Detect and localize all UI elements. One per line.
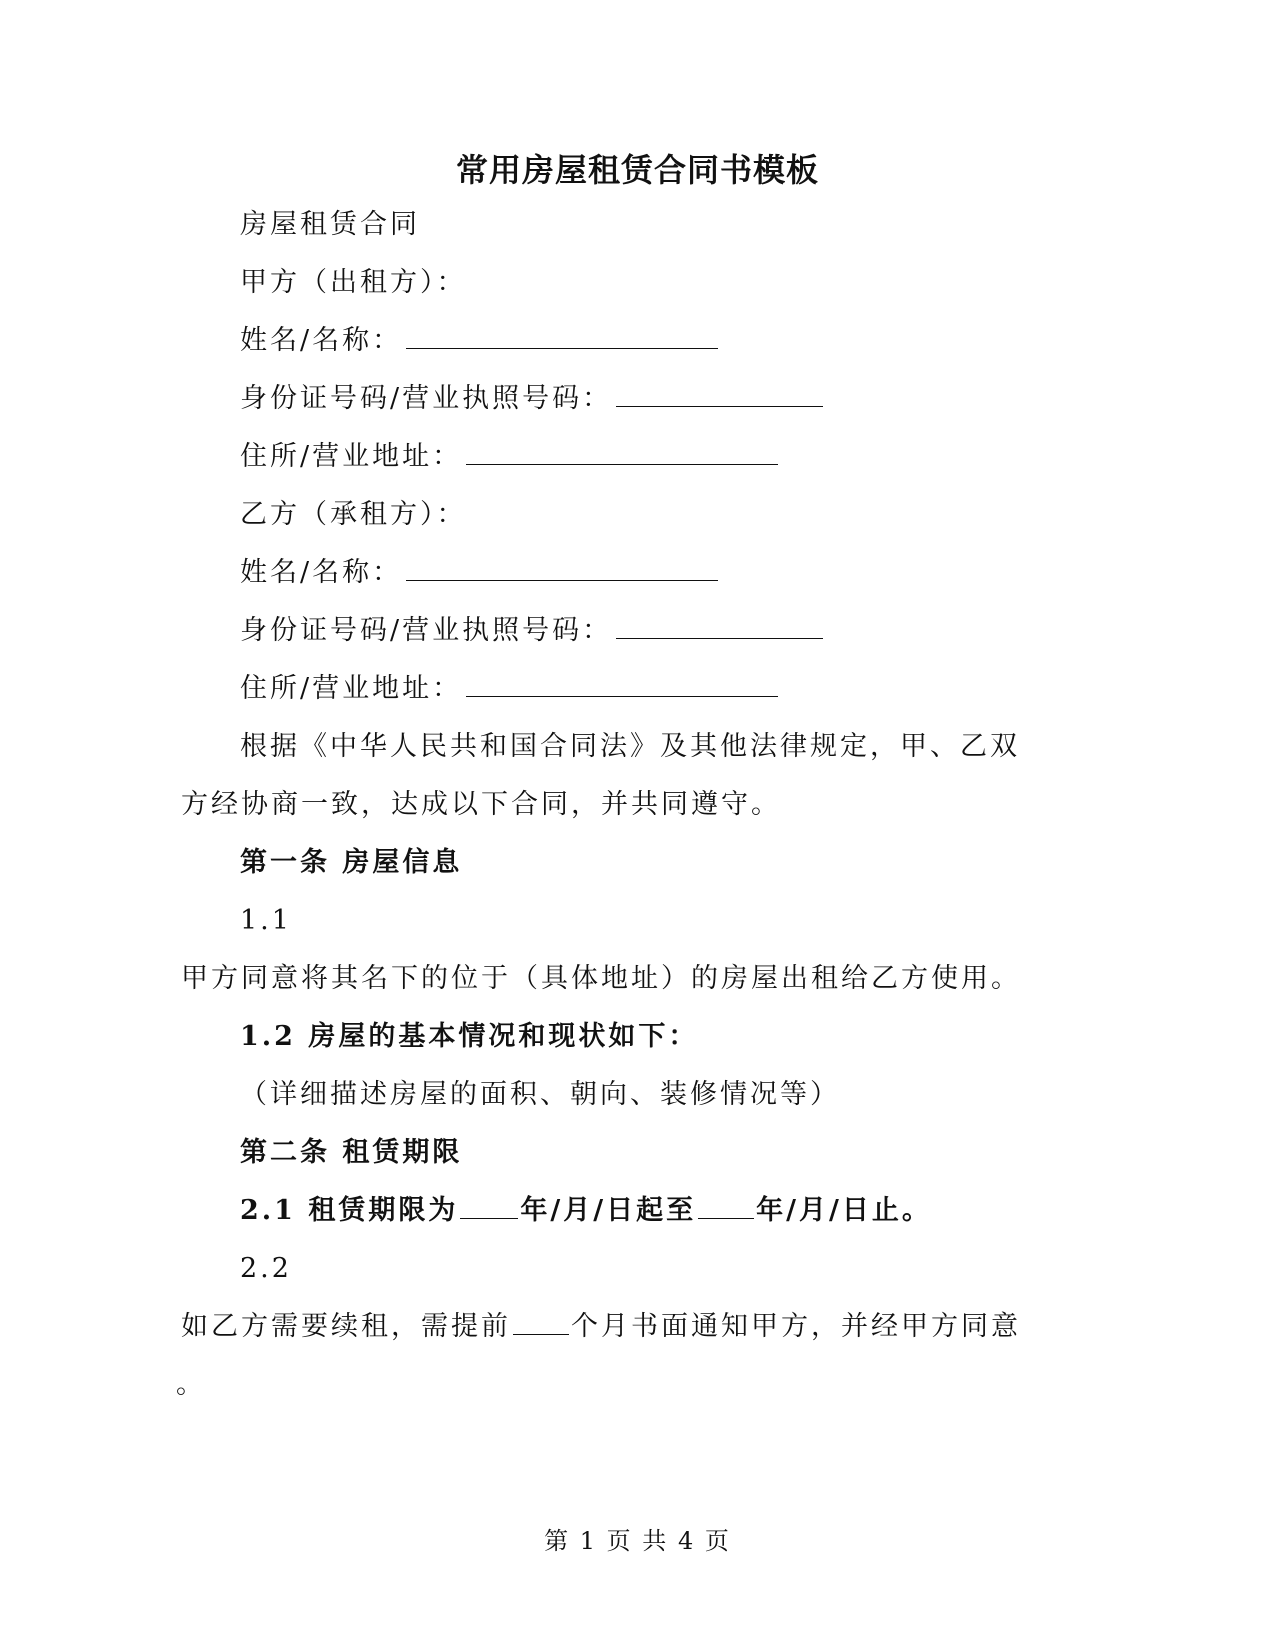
party-a-id-row — [240, 379, 823, 419]
page-footer: 第 1 页 共 4 页 — [544, 1527, 731, 1555]
clause-2-1-mid: 年/月/日起至 — [520, 1195, 697, 1226]
party-b-id-label: 身份证号码/营业执照号码： — [240, 615, 613, 646]
party-a-name-blank[interactable] — [406, 324, 718, 349]
party-b-name-blank[interactable] — [406, 556, 718, 581]
document-title: 常用房屋租赁合同书模板 — [455, 151, 819, 189]
clause-2-2-prefix: 如乙方需要续租，需提前 — [181, 1311, 511, 1342]
party-a-name-label: 姓名/名称： — [240, 325, 403, 356]
contract-subtitle: 房屋租赁合同 — [240, 209, 420, 240]
clause-2-1-prefix: 2.1 租赁期限为 — [240, 1195, 459, 1226]
clause-2-2-number: 2.2 — [240, 1253, 292, 1284]
party-a-address-label: 住所/营业地址： — [240, 441, 463, 472]
clause-1-1-text: 甲方同意将其名下的位于（具体地址）的房屋出租给乙方使用。 — [181, 963, 1021, 994]
lease-start-blank[interactable] — [460, 1194, 518, 1219]
clause-2-2-row — [181, 1307, 1021, 1347]
clause-2-2-end: 。 — [176, 1369, 206, 1400]
clause-1-2-text: 1.2 房屋的基本情况和现状如下： — [240, 1021, 699, 1052]
party-b-heading: 乙方（承租方）： — [240, 499, 467, 530]
party-a-id-label: 身份证号码/营业执照号码： — [240, 383, 613, 414]
party-a-id-blank[interactable] — [616, 382, 823, 407]
clause-1-1-number: 1.1 — [240, 905, 292, 936]
party-b-address-blank[interactable] — [466, 672, 778, 697]
lease-end-blank[interactable] — [698, 1194, 754, 1219]
party-b-name-row — [240, 553, 718, 593]
clause-2-1-row — [240, 1191, 932, 1231]
party-b-id-blank[interactable] — [616, 614, 823, 639]
party-a-name-row — [240, 321, 718, 361]
party-b-address-label: 住所/营业地址： — [240, 673, 463, 704]
clause-2-2-suffix: 个月书面通知甲方，并经甲方同意 — [571, 1311, 1021, 1342]
article-2-heading: 第二条 租赁期限 — [240, 1137, 463, 1168]
party-b-id-row — [240, 611, 823, 651]
preamble-line-1: 根据《中华人民共和国合同法》及其他法律规定，甲、乙双 — [240, 731, 1020, 762]
renewal-notice-blank[interactable] — [513, 1310, 569, 1335]
clause-1-2-detail: （详细描述房屋的面积、朝向、装修情况等） — [240, 1079, 840, 1110]
party-a-address-row — [240, 437, 778, 477]
article-1-heading: 第一条 房屋信息 — [240, 847, 463, 878]
party-b-name-label: 姓名/名称： — [240, 557, 403, 588]
party-a-heading: 甲方（出租方）： — [240, 267, 467, 298]
party-a-address-blank[interactable] — [466, 440, 778, 465]
clause-2-1-suffix: 年/月/日止。 — [756, 1195, 932, 1226]
preamble-line-2: 方经协商一致，达成以下合同，并共同遵守。 — [181, 789, 781, 820]
party-b-address-row — [240, 669, 778, 709]
